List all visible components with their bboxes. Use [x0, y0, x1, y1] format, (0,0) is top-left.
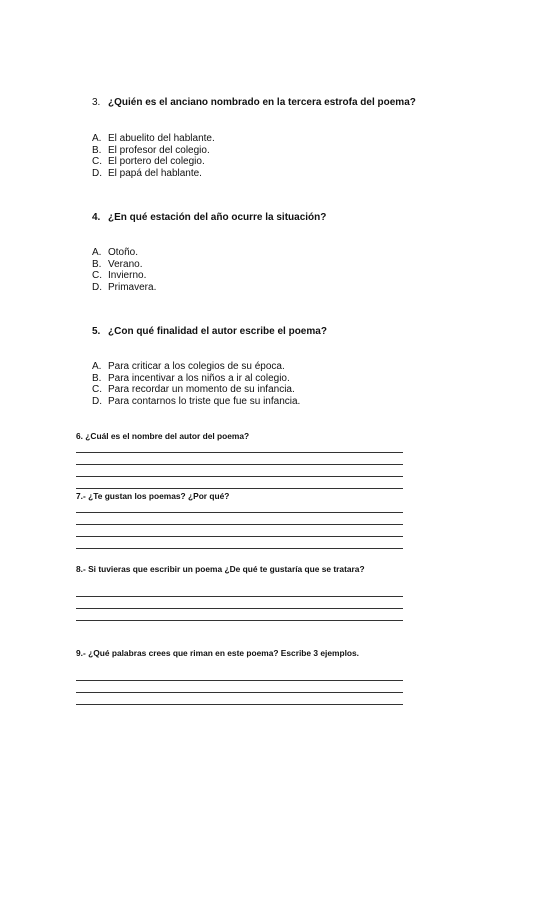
question-4-option-b: [92, 259, 156, 271]
option-letter: A.: [92, 133, 102, 144]
option-letter: A.: [92, 361, 102, 372]
option-text: Verano.: [108, 258, 143, 270]
question-4-heading: [92, 212, 326, 223]
question-3-option-a: [92, 133, 215, 145]
question-5-option-c: [92, 384, 300, 396]
question-4-option-d: [92, 282, 156, 294]
option-text: El papá del hablante.: [108, 167, 202, 179]
question-4-option-a: [92, 247, 156, 259]
option-text: El abuelito del hablante.: [108, 133, 215, 144]
option-text: Otoño.: [108, 247, 139, 258]
question-4-text: ¿En qué estación del año ocurre la situación?: [108, 212, 327, 223]
option-text: Para contarnos lo triste que fue su infancia.: [108, 395, 301, 407]
option-letter: B.: [92, 372, 102, 384]
answer-line[interactable]: [76, 680, 403, 681]
question-3-number: 3.: [92, 97, 101, 108]
option-letter: C.: [92, 270, 102, 282]
question-6-text: 6. ¿Cuál es el nombre del autor del poema?: [76, 431, 250, 441]
option-letter: B.: [92, 144, 102, 156]
question-5-number: 5.: [92, 326, 101, 337]
question-5-options: [92, 361, 300, 407]
answer-line[interactable]: [76, 548, 403, 549]
option-text: El portero del colegio.: [108, 156, 205, 168]
answer-line[interactable]: [76, 524, 403, 525]
question-3-option-b: [92, 145, 215, 157]
option-letter: B.: [92, 258, 102, 270]
question-8-text: 8.- Si tuvieras que escribir un poema ¿De qué te gustaría que se tratara?: [76, 564, 365, 574]
question-3-option-c: [92, 156, 215, 168]
question-4-option-c: [92, 270, 156, 282]
question-5-text: ¿Con qué finalidad el autor escribe el poema?: [108, 326, 327, 337]
question-3-text: ¿Quién es el anciano nombrado en la tercera estrofa del poema?: [108, 97, 416, 108]
question-5-option-b: [92, 373, 300, 385]
option-text: Para incentivar a los niños a ir al colegio.: [108, 372, 290, 384]
answer-line[interactable]: [76, 476, 403, 477]
option-letter: C.: [92, 384, 102, 396]
option-text: Para recordar un momento de su infancia.: [108, 384, 295, 396]
option-letter: D.: [92, 167, 102, 179]
question-3-options: [92, 133, 215, 179]
answer-line[interactable]: [76, 692, 403, 693]
question-3-heading: [92, 97, 416, 108]
option-letter: D.: [92, 395, 102, 407]
answer-line[interactable]: [76, 608, 403, 609]
question-7-text: 7.- ¿Te gustan los poemas? ¿Por qué?: [76, 491, 230, 501]
question-5-option-d: [92, 396, 300, 408]
answer-line[interactable]: [76, 704, 403, 705]
answer-line[interactable]: [76, 536, 403, 537]
question-4-options: [92, 247, 156, 293]
option-letter: A.: [92, 247, 102, 258]
question-4-number: 4.: [92, 212, 101, 223]
answer-line[interactable]: [76, 452, 403, 453]
option-text: Primavera.: [108, 281, 157, 293]
option-text: Invierno.: [108, 270, 147, 282]
answer-line[interactable]: [76, 596, 403, 597]
question-5-heading: [92, 326, 327, 337]
answer-line[interactable]: [76, 620, 403, 621]
question-9-text: 9.- ¿Qué palabras crees que riman en este poema? Escribe 3 ejemplos.: [76, 648, 360, 658]
answer-line[interactable]: [76, 512, 403, 513]
option-text: Para criticar a los colegios de su época.: [108, 361, 285, 372]
answer-line[interactable]: [76, 464, 403, 465]
answer-line[interactable]: [76, 488, 403, 489]
question-5-option-a: [92, 361, 300, 373]
option-letter: C.: [92, 156, 102, 168]
question-3-option-d: [92, 168, 215, 180]
option-letter: D.: [92, 281, 102, 293]
option-text: El profesor del colegio.: [108, 144, 210, 156]
